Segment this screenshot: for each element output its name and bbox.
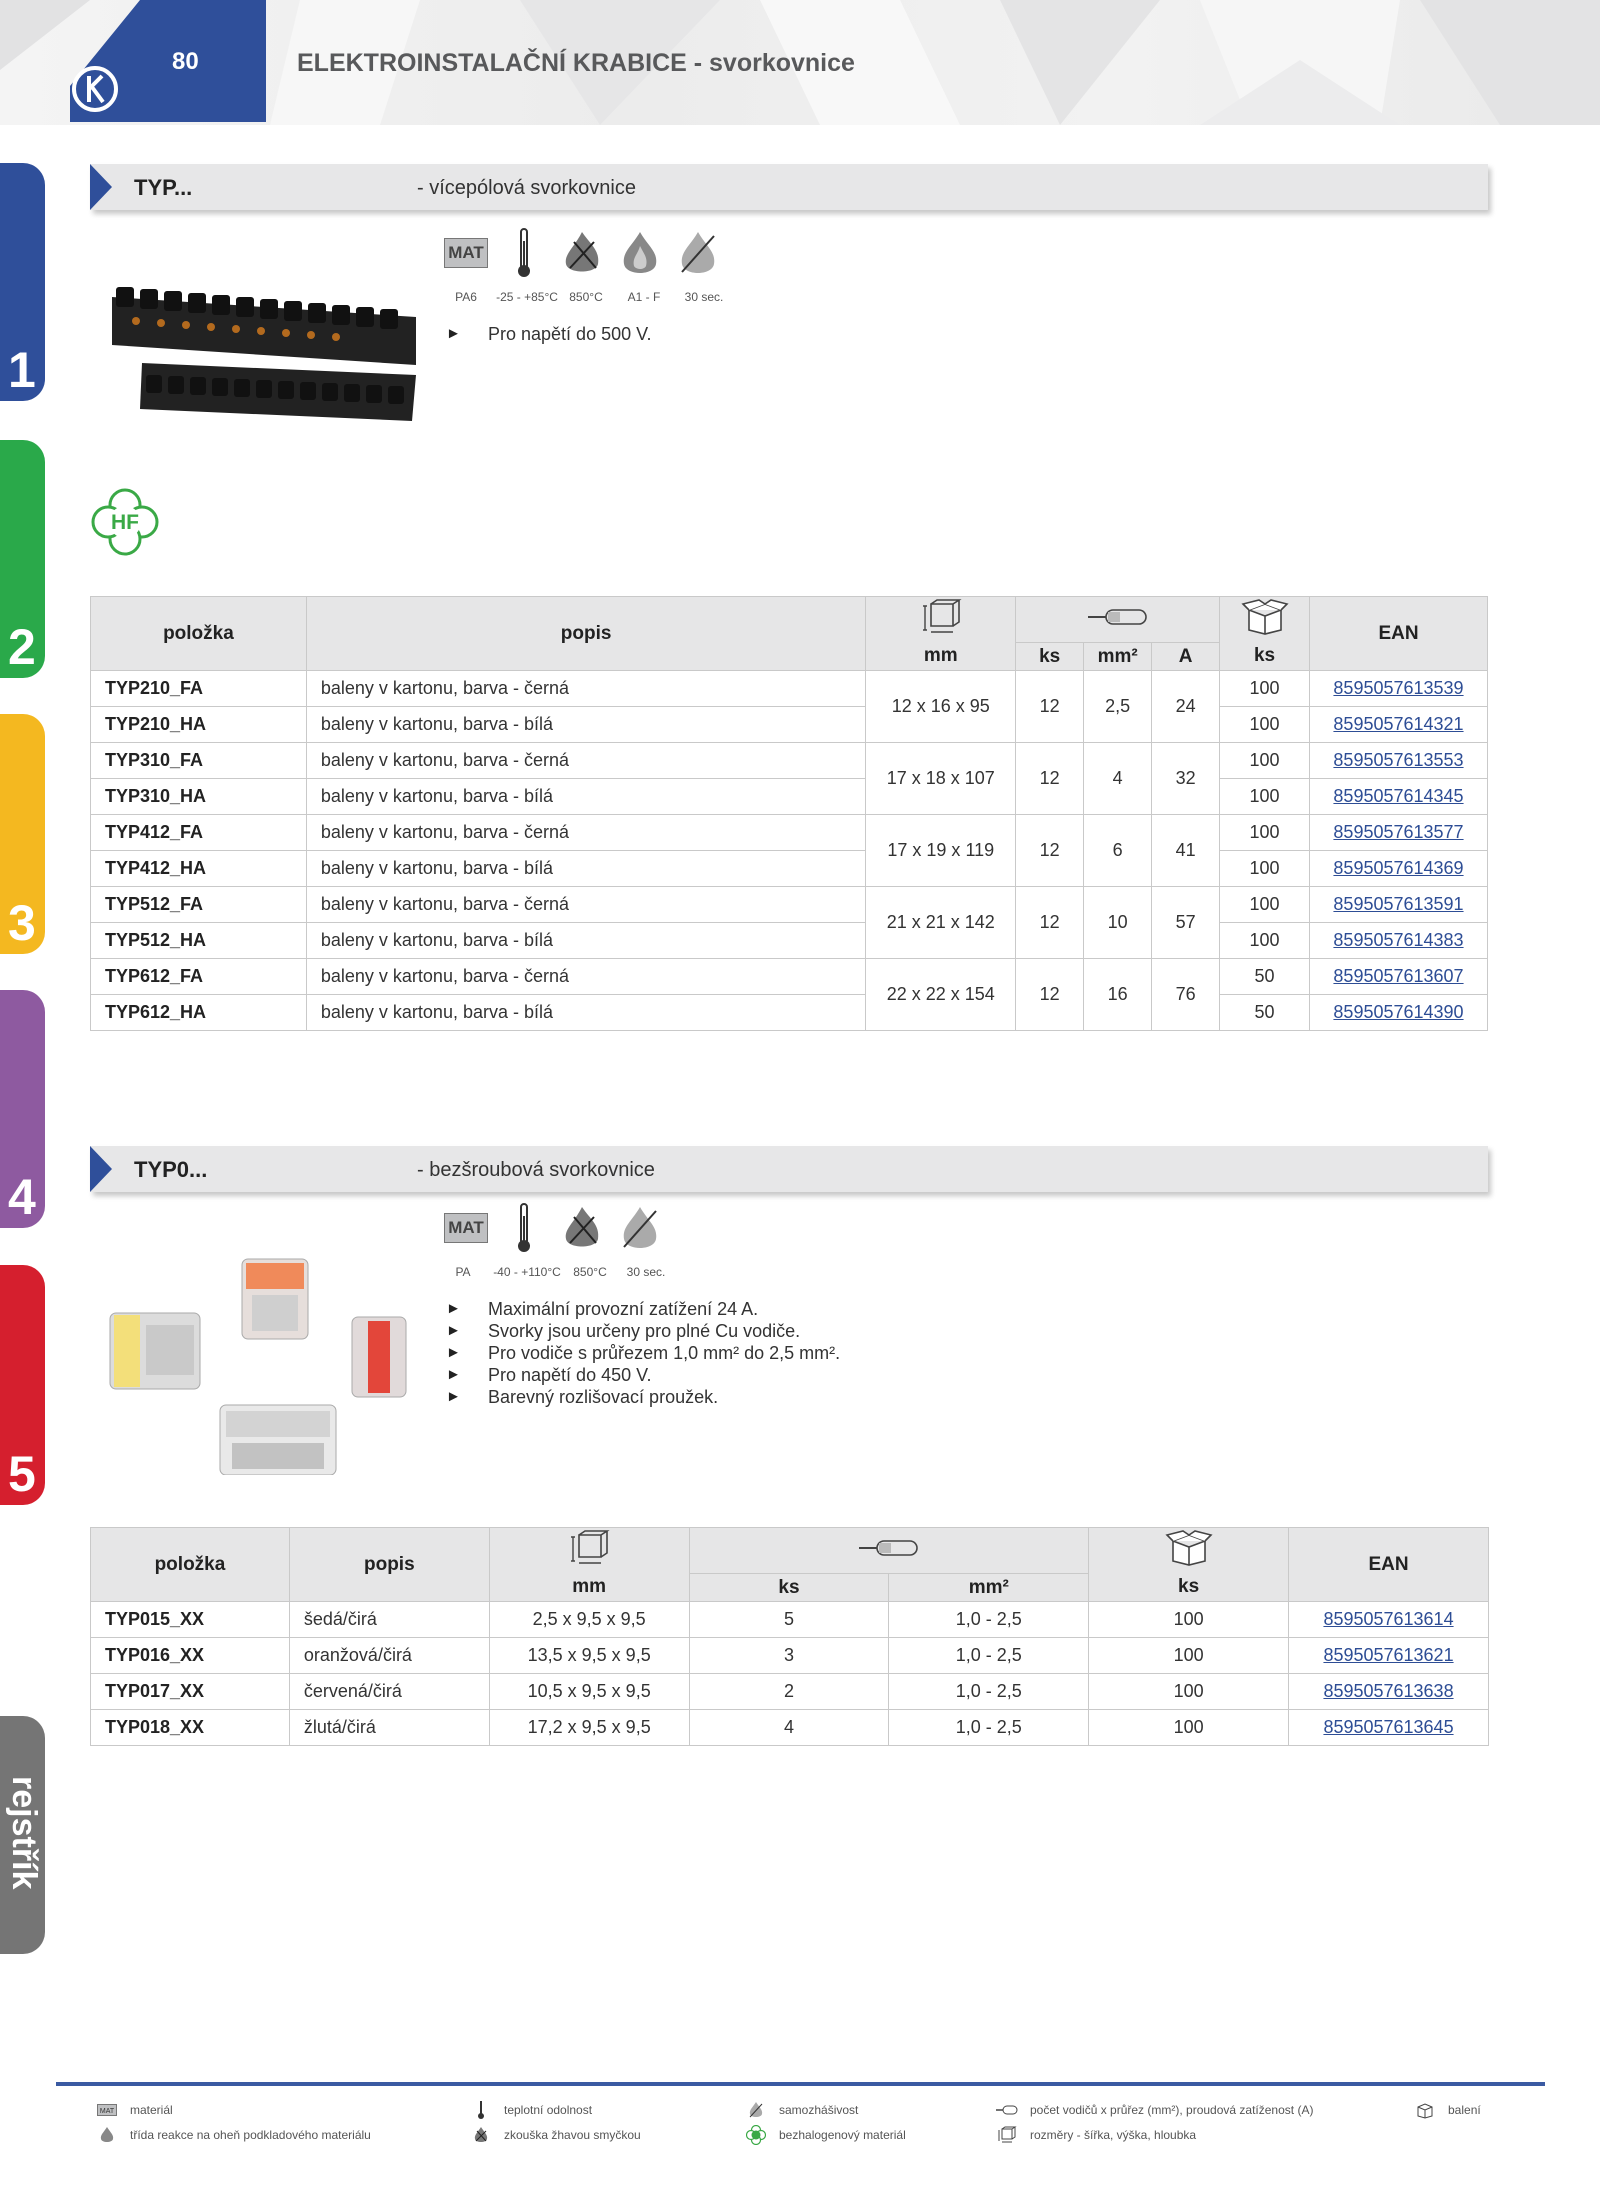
legend-label: teplotní odolnost [504, 2103, 593, 2117]
item-pack: 100 [1220, 887, 1310, 923]
table-row [91, 851, 1488, 887]
side-tab-2[interactable] [0, 440, 45, 678]
section-arrow-icon [90, 164, 112, 210]
legend-item-packaging [1414, 2101, 1481, 2119]
page-number: 80 [172, 48, 199, 75]
legend-label: bezhalogenový materiál [779, 2128, 906, 2142]
ean-link[interactable]: 8595057614383 [1333, 930, 1464, 950]
header-pack-ks: ks [1089, 1574, 1289, 1602]
side-tab-label: 4 [8, 1169, 36, 1225]
ean-link[interactable]: 8595057613577 [1333, 822, 1464, 842]
item-code: TYP612_FA [91, 959, 307, 995]
feature-item: ► Svorky jsou určeny pro plné Cu vodiče. [446, 1320, 840, 1342]
item-code: TYP210_HA [91, 707, 307, 743]
ean-link[interactable]: 8595057613553 [1333, 750, 1464, 770]
header-ks: ks [689, 1574, 889, 1602]
section-name: TYP0... [134, 1157, 208, 1182]
item-desc: červená/čirá [289, 1674, 489, 1710]
side-tab-label: rejstřík [5, 1776, 43, 1890]
legend-label: materiál [130, 2103, 173, 2117]
item-pack: 100 [1089, 1674, 1289, 1710]
side-tab-5[interactable] [0, 1265, 45, 1505]
item-desc: baleny v kartonu, barva - černá [306, 959, 865, 995]
item-a: 41 [1152, 815, 1220, 887]
header-wire-icon [689, 1528, 1089, 1574]
item-code: TYP017_XX [91, 1674, 290, 1710]
legend-item-fire-class [96, 2126, 371, 2144]
temperature-value: -40 - +110°C [493, 1265, 561, 1279]
property-labels-2 [437, 1265, 677, 1279]
ean-link[interactable]: 8595057614390 [1333, 1002, 1464, 1022]
item-pack: 50 [1220, 959, 1310, 995]
self-extinguish-icon [611, 1200, 669, 1256]
glow-wire-icon [553, 225, 611, 281]
self-extinguish-value: 30 sec. [626, 1265, 666, 1279]
section-description: - vícepólová svorkovnice [417, 177, 636, 199]
item-mm2: 6 [1084, 815, 1152, 887]
glow-wire-value: 850°C [573, 1265, 607, 1279]
header-ean: EAN [1310, 597, 1488, 671]
item-desc: baleny v kartonu, barva - černá [306, 671, 865, 707]
ean-link[interactable]: 8595057614345 [1333, 786, 1464, 806]
item-desc: baleny v kartonu, barva - bílá [306, 779, 865, 815]
ean-link[interactable]: 8595057613539 [1333, 678, 1464, 698]
item-dims: 13,5 x 9,5 x 9,5 [489, 1638, 689, 1674]
thermometer-icon [470, 2101, 492, 2119]
item-dims: 17 x 18 x 107 [866, 743, 1016, 815]
item-dims: 2,5 x 9,5 x 9,5 [489, 1602, 689, 1638]
item-code: TYP310_FA [91, 743, 307, 779]
item-ks: 12 [1016, 743, 1084, 815]
item-pack: 100 [1220, 815, 1310, 851]
feature-item: ► Pro napětí do 500 V. [446, 323, 651, 345]
item-ks: 2 [689, 1674, 889, 1710]
legend-item-halogen-free [745, 2126, 906, 2144]
item-mm2: 1,0 - 2,5 [889, 1674, 1089, 1710]
product-photo-terminal-strips [106, 283, 426, 433]
legend-item-dimensions [996, 2126, 1196, 2144]
item-pack: 50 [1220, 995, 1310, 1031]
item-mm2: 10 [1084, 887, 1152, 959]
legend-item-wires [996, 2101, 1313, 2119]
flame-drop-icon [96, 2126, 118, 2144]
item-mm2: 1,0 - 2,5 [889, 1602, 1089, 1638]
legend-item-material [96, 2101, 173, 2119]
features-list-1 [446, 323, 651, 345]
header-desc: popis [289, 1528, 489, 1602]
legend-label: samozhášivost [779, 2103, 859, 2117]
item-code: TYP310_HA [91, 779, 307, 815]
item-pack: 100 [1220, 707, 1310, 743]
property-icons-1 [437, 225, 727, 281]
table-row [91, 1674, 1489, 1710]
mat-label: MAT [444, 238, 488, 268]
footer-divider [56, 2082, 1545, 2086]
item-a: 57 [1152, 887, 1220, 959]
section-header-typ [90, 164, 1488, 210]
ean-link[interactable]: 8595057613614 [1323, 1609, 1454, 1629]
product-photo-push-connectors [106, 1255, 426, 1475]
item-ks: 3 [689, 1638, 889, 1674]
legend-item-glow-wire [470, 2126, 641, 2144]
item-code: TYP412_FA [91, 815, 307, 851]
header-mm: mm [489, 1574, 689, 1602]
item-pack: 100 [1220, 743, 1310, 779]
header-item: položka [91, 597, 307, 671]
item-ks: 4 [689, 1710, 889, 1746]
item-pack: 100 [1089, 1638, 1289, 1674]
legend-item-temperature [470, 2101, 592, 2119]
ean-link[interactable]: 8595057614369 [1333, 858, 1464, 878]
header-mm: mm [866, 643, 1016, 671]
header-ean: EAN [1289, 1528, 1489, 1602]
flame-drop-icon [611, 225, 669, 281]
item-desc: baleny v kartonu, barva - černá [306, 743, 865, 779]
legend-item-self-extinguish [745, 2101, 858, 2119]
mat-icon [437, 225, 495, 281]
item-mm2: 1,0 - 2,5 [889, 1638, 1089, 1674]
mat-label: MAT [444, 1213, 488, 1243]
item-desc: šedá/čirá [289, 1602, 489, 1638]
header-box-icon [1089, 1528, 1289, 1574]
material-value: PA6 [455, 290, 477, 304]
ean-link[interactable]: 8595057613607 [1333, 966, 1464, 986]
item-pack: 100 [1220, 851, 1310, 887]
item-desc: baleny v kartonu, barva - bílá [306, 923, 865, 959]
side-tab-index[interactable] [0, 1716, 45, 1954]
item-ks: 12 [1016, 887, 1084, 959]
item-ks: 12 [1016, 959, 1084, 1031]
ean-link[interactable]: 8595057613591 [1333, 894, 1464, 914]
section-name: TYP... [134, 175, 193, 200]
item-desc: baleny v kartonu, barva - černá [306, 815, 865, 851]
table-row [91, 887, 1488, 923]
product-table-typ0 [90, 1527, 1489, 1746]
item-code: TYP412_HA [91, 851, 307, 887]
item-pack: 100 [1220, 923, 1310, 959]
item-pack: 100 [1089, 1602, 1289, 1638]
legend-label: rozměry - šířka, výška, hloubka [1030, 2128, 1197, 2142]
header-ks: ks [1016, 643, 1084, 671]
header-dimensions-icon [866, 597, 1016, 643]
item-code: TYP512_FA [91, 887, 307, 923]
item-code: TYP015_XX [91, 1602, 290, 1638]
table-row [91, 1710, 1489, 1746]
item-ks: 5 [689, 1602, 889, 1638]
table-row [91, 959, 1488, 995]
hf-icon [745, 2126, 767, 2144]
side-tab-label: 5 [8, 1446, 36, 1502]
temperature-value: -25 - +85°C [496, 290, 558, 304]
item-ks: 12 [1016, 815, 1084, 887]
table-row [91, 923, 1488, 959]
self-extinguish-icon [745, 2101, 767, 2119]
item-code: TYP018_XX [91, 1710, 290, 1746]
ean-link[interactable]: 8595057614321 [1333, 714, 1464, 734]
header-wire-icon [1016, 597, 1220, 643]
side-tab-label: 2 [8, 619, 36, 675]
header-box-icon [1220, 597, 1310, 643]
glow-wire-icon [470, 2126, 492, 2144]
side-tab-label: 3 [8, 895, 36, 951]
page-title: ELEKTROINSTALAČNÍ KRABICE - svorkovnice [297, 49, 855, 77]
material-value: PA [455, 1265, 471, 1279]
legend-label: zkouška žhavou smyčkou [504, 2128, 641, 2142]
brand-logo-icon [70, 64, 120, 114]
property-icons-2 [437, 1200, 669, 1256]
svg-text:MAT: MAT [99, 2108, 115, 2115]
item-desc: oranžová/čirá [289, 1638, 489, 1674]
product-table-typ [90, 596, 1488, 1031]
item-dims: 21 x 21 x 142 [866, 887, 1016, 959]
section-arrow-icon [90, 1146, 112, 1192]
header-mm2: mm² [889, 1574, 1089, 1602]
box-icon [1414, 2101, 1436, 2119]
hf-label: HF [111, 511, 139, 534]
item-dims: 17 x 19 x 119 [866, 815, 1016, 887]
table-row [91, 707, 1488, 743]
item-mm2: 4 [1084, 743, 1152, 815]
header-mm2: mm² [1084, 643, 1152, 671]
ean-link[interactable]: 8595057613638 [1323, 1681, 1454, 1701]
item-dims: 12 x 16 x 95 [866, 671, 1016, 743]
header-item: položka [91, 1528, 290, 1602]
table-row [91, 671, 1488, 707]
features-list-2 [446, 1298, 840, 1408]
glow-wire-value: 850°C [569, 290, 603, 304]
item-a: 76 [1152, 959, 1220, 1031]
item-a: 32 [1152, 743, 1220, 815]
item-mm2: 2,5 [1084, 671, 1152, 743]
table-row [91, 1638, 1489, 1674]
side-tab-1[interactable] [0, 163, 45, 401]
self-extinguish-icon [669, 225, 727, 281]
header-dimensions-icon [489, 1528, 689, 1574]
item-code: TYP210_FA [91, 671, 307, 707]
legend-label: počet vodičů x průřez (mm²), proudová zatíženost (A) [1030, 2103, 1314, 2117]
section-description: - bezšroubová svorkovnice [417, 1159, 655, 1181]
side-tab-3[interactable] [0, 714, 45, 954]
thermometer-icon [495, 225, 553, 281]
item-code: TYP512_HA [91, 923, 307, 959]
header-desc: popis [306, 597, 865, 671]
item-desc: baleny v kartonu, barva - bílá [306, 707, 865, 743]
feature-item: ► Barevný rozlišovací proužek. [446, 1386, 840, 1408]
item-pack: 100 [1220, 671, 1310, 707]
item-desc: baleny v kartonu, barva - bílá [306, 995, 865, 1031]
feature-item: ► Maximální provozní zatížení 24 A. [446, 1298, 840, 1320]
wire-icon [996, 2101, 1018, 2119]
hf-icon [90, 487, 160, 557]
fire-class-value: A1 - F [627, 290, 661, 304]
item-code: TYP016_XX [91, 1638, 290, 1674]
legend-label: třída reakce na oheň podkladového materiálu [130, 2128, 371, 2142]
thermometer-icon [495, 1200, 553, 1256]
item-dims: 22 x 22 x 154 [866, 959, 1016, 1031]
item-code: TYP612_HA [91, 995, 307, 1031]
table-row [91, 1602, 1489, 1638]
item-a: 24 [1152, 671, 1220, 743]
table-row [91, 815, 1488, 851]
item-mm2: 1,0 - 2,5 [889, 1710, 1089, 1746]
item-mm2: 16 [1084, 959, 1152, 1031]
table-row [91, 995, 1488, 1031]
self-extinguish-value: 30 sec. [684, 290, 724, 304]
item-dims: 17,2 x 9,5 x 9,5 [489, 1710, 689, 1746]
mat-icon [437, 1200, 495, 1256]
feature-item: ► Pro napětí do 450 V. [446, 1364, 840, 1386]
header-pack-ks: ks [1220, 643, 1310, 671]
item-pack: 100 [1089, 1710, 1289, 1746]
property-labels-1 [437, 290, 733, 304]
item-ks: 12 [1016, 671, 1084, 743]
glow-wire-icon [553, 1200, 611, 1256]
header-a: A [1152, 643, 1220, 671]
item-desc: baleny v kartonu, barva - černá [306, 887, 865, 923]
item-desc: baleny v kartonu, barva - bílá [306, 851, 865, 887]
legend-label: balení [1448, 2103, 1481, 2117]
dimensions-icon [996, 2126, 1018, 2144]
item-dims: 10,5 x 9,5 x 9,5 [489, 1674, 689, 1710]
side-tab-4[interactable] [0, 990, 45, 1228]
section-header-typ0 [90, 1146, 1488, 1192]
item-pack: 100 [1220, 779, 1310, 815]
side-tab-label: 1 [8, 342, 36, 398]
item-desc: žlutá/čirá [289, 1710, 489, 1746]
mat-icon [96, 2101, 118, 2119]
table-row [91, 779, 1488, 815]
table-row [91, 743, 1488, 779]
ean-link[interactable]: 8595057613621 [1323, 1645, 1454, 1665]
ean-link[interactable]: 8595057613645 [1323, 1717, 1454, 1737]
feature-item: ► Pro vodiče s průřezem 1,0 mm² do 2,5 mm². [446, 1342, 840, 1364]
